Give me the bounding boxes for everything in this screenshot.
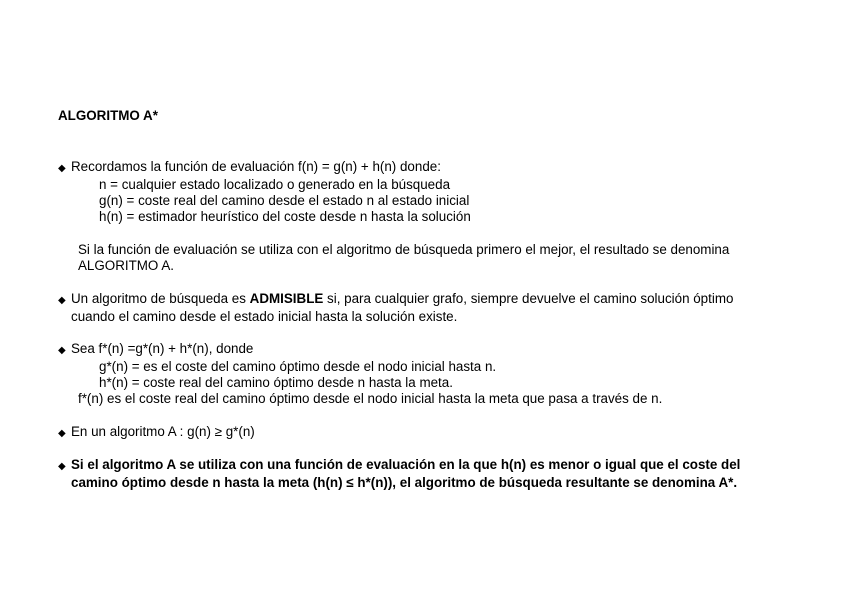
f-star-note: f*(n) es el coste real del camino óptimo desde el nodo inicial hasta la meta que pasa a través de n. [78,391,663,406]
evaluation-intro: Recordamos la función de evaluación f(n) = g(n) + h(n) donde: [71,159,441,174]
diamond-bullet-icon: ◆ [58,428,66,439]
admissible-line2: cuando el camino desde el estado inicial hasta la solución existe. [71,309,458,324]
diamond-bullet-icon: ◆ [58,295,66,306]
a-star-line2: camino óptimo desde n hasta la meta (h(n) ≤ h*(n)), el algoritmo de búsqueda resultante se denomina A*. [71,475,738,490]
best-first-note-line2: ALGORITMO A. [78,258,174,273]
optimal-intro: Sea f*(n) =g*(n) + h*(n), donde [71,341,254,356]
admissible-post: si, para cualquier grafo, siempre devuelve el camino solución óptimo [323,291,734,306]
diamond-bullet-icon: ◆ [58,345,66,356]
list-item [58,159,798,177]
a-star-line1: Si el algoritmo A se utiliza con una función de evaluación en la que h(n) es menor o igual que el coste del [71,457,741,472]
definition-g-star: g*(n) = es el coste del camino óptimo desde el nodo inicial hasta n. [99,359,497,374]
section-a-star-definition [58,457,798,491]
admissible-pre: Un algoritmo de búsqueda es [71,291,250,306]
section-admissible [58,291,798,325]
admissible-term: ADMISIBLE [249,291,324,306]
diamond-bullet-icon: ◆ [58,461,66,472]
definition-n: n = cualquier estado localizado o generado en la búsqueda [99,177,451,192]
page-title: ALGORITMO A* [58,108,158,123]
list-item [58,341,798,359]
diamond-bullet-icon: ◆ [58,163,66,174]
best-first-note-line1: Si la función de evaluación se utiliza con el algoritmo de búsqueda primero el mejor, el resultado se denomina [78,242,730,257]
list-item [58,424,798,442]
section-evaluation-function [58,159,798,274]
definition-h-star: h*(n) = coste real del camino óptimo desde n hasta la meta. [99,375,453,390]
algorithm-a-condition: En un algoritmo A : g(n) ≥ g*(n) [71,424,255,439]
list-item [58,291,798,309]
section-optimal-cost [58,341,798,407]
list-item [58,457,798,475]
section-algorithm-a-condition [58,424,798,442]
definition-h: h(n) = estimador heurístico del coste desde n hasta la solución [99,209,471,224]
definition-g: g(n) = coste real del camino desde el estado n al estado inicial [99,193,470,208]
